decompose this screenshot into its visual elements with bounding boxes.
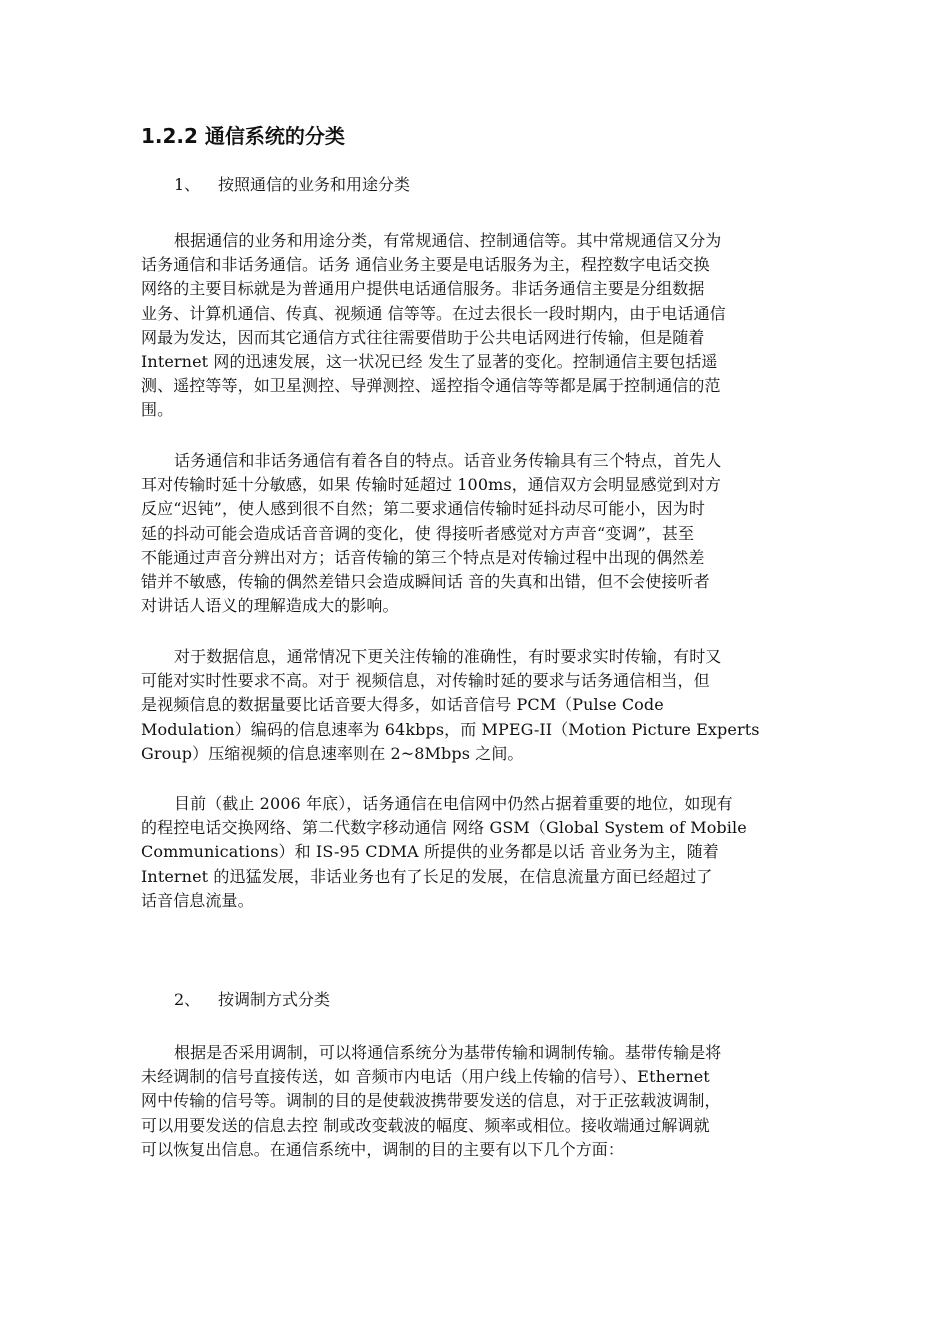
paragraph-line: 业务、计算机通信、传真、视频通 信等等。在过去很长一段时期内，由于电话通信 xyxy=(141,303,726,323)
paragraph-5 xyxy=(141,1041,813,1162)
subsection-2-heading xyxy=(174,988,330,1012)
subsection-2-title: 按调制方式分类 xyxy=(218,990,331,1009)
paragraph-line: 根据是否采用调制，可以将通信系统分为基带传输和调制传输。基带传输是将 xyxy=(174,1043,722,1062)
paragraph-line: 可能对实时性要求不高。对于 视频信息，对传输时延的要求与话务通信相当，但 xyxy=(141,671,710,691)
paragraph-line: 测、遥控等等，如卫星测控、导弹测控、遥控指令通信等等都是属于控制通信的范 xyxy=(141,376,721,396)
paragraph-line: 延的抖动可能会造成话音音调的变化，使 得接听者感觉对方声音“变调”，甚至 xyxy=(141,523,695,543)
paragraph-line: Group）压缩视频的信息速率则在 2~8Mbps 之间。 xyxy=(141,743,524,763)
section-heading: 1.2.2 通信系统的分类 xyxy=(141,124,345,148)
paragraph-line: Modulation）编码的信息速率为 64kbps，而 MPEG-II（Motion Picture Experts xyxy=(141,719,760,739)
paragraph-4 xyxy=(141,792,813,913)
paragraph-line: 可以用要发送的信息去控 制或改变载波的幅度、频率或相位。接收端通过解调就 xyxy=(141,1115,710,1135)
paragraph-line: 未经调制的信号直接传送，如 音频市内电话（用户线上传输的信号）、Ethernet xyxy=(141,1067,710,1087)
paragraph-line: 可以恢复出信息。在通信系统中，调制的目的主要有以下几个方面： xyxy=(141,1139,625,1159)
paragraph-3 xyxy=(141,645,813,766)
paragraph-line: 反应“迟钝”，使人感到很不自然；第二要求通信传输时延抖动尽可能小，因为时 xyxy=(141,499,705,519)
subsection-1-heading xyxy=(174,173,410,197)
paragraph-1 xyxy=(141,229,813,423)
paragraph-line: 话务通信和非话务通信。话务 通信业务主要是电话服务为主，程控数字电话交换 xyxy=(141,255,710,275)
paragraph-line: 不能通过声音分辨出对方；话音传输的第三个特点是对传输过程中出现的偶然差 xyxy=(141,547,705,567)
paragraph-line: 的程控电话交换网络、第二代数字移动通信 网络 GSM（Global System of Mobile xyxy=(141,818,747,838)
paragraph-line: 目前（截止 2006 年底），话务通信在电信网中仍然占据着重要的地位，如现有 xyxy=(174,794,733,813)
paragraph-line: 是视频信息的数据量要比话音要大得多，如话音信号 PCM（Pulse Code xyxy=(141,695,664,715)
paragraph-line: 网中传输的信号等。调制的目的是使载波携带要发送的信息，对于正弦载波调制， xyxy=(141,1091,721,1111)
paragraph-line: 网络的主要目标就是为普通用户提供电话通信服务。非话务通信主要是分组数据 xyxy=(141,279,705,299)
paragraph-line: 话音信息流量。 xyxy=(141,890,254,910)
paragraph-line: 对讲话人语义的理解造成大的影响。 xyxy=(141,596,399,616)
paragraph-line: Internet 网的迅速发展，这一状况已经 发生了显著的变化。控制通信主要包括遥 xyxy=(141,351,718,371)
paragraph-2 xyxy=(141,449,813,618)
paragraph-line: 错并不敏感，传输的偶然差错只会造成瞬间话 音的失真和出错，但不会使接听者 xyxy=(141,571,710,591)
paragraph-line: 话务通信和非话务通信有着各自的特点。话音业务传输具有三个特点，首先人 xyxy=(174,451,722,470)
paragraph-line: Internet 的迅猛发展，非话业务也有了长足的发展，在信息流量方面已经超过了 xyxy=(141,866,713,886)
paragraph-line: 耳对传输时延十分敏感，如果 传输时延超过 100ms，通信双方会明显感觉到对方 xyxy=(141,475,721,495)
paragraph-line: 对于数据信息，通常情况下更关注传输的准确性，有时要求实时传输，有时又 xyxy=(174,647,722,666)
subsection-1-number: 1、 xyxy=(174,175,201,194)
paragraph-line: 网最为发达，因而其它通信方式往往需要借助于公共电话网进行传输，但是随着 xyxy=(141,327,705,347)
subsection-2-number: 2、 xyxy=(174,990,201,1009)
paragraph-line: Communications）和 IS-95 CDMA 所提供的业务都是以话 音业务为主，随着 xyxy=(141,842,719,862)
subsection-1-title: 按照通信的业务和用途分类 xyxy=(218,175,411,194)
paragraph-line: 围。 xyxy=(141,400,174,420)
paragraph-line: 根据通信的业务和用途分类，有常规通信、控制通信等。其中常规通信又分为 xyxy=(174,231,722,250)
